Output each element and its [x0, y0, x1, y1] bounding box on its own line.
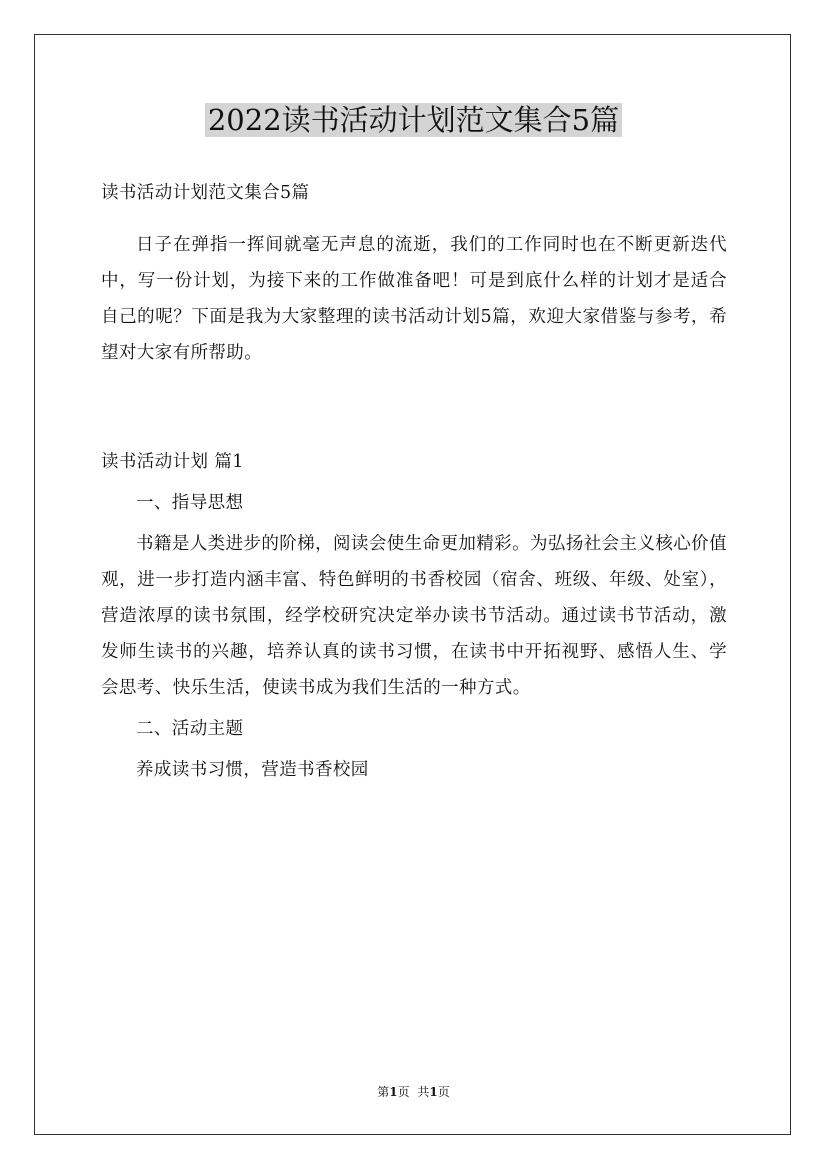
- document-body: [101, 175, 727, 788]
- page-number: 1: [389, 1085, 398, 1099]
- heading-activity-theme: 二、活动主题: [136, 719, 244, 739]
- page-footer: [0, 1083, 827, 1101]
- guiding-ideology-paragraph: 书籍是人类进步的阶梯，阅读会使生命更加精彩。为弘扬社会主义核心价值观，进一步打造内涵丰富、特色鲜明的书香校园（宿舍、班级、年级、处室），营造浓厚的读书氛围，经学校研究决定举办读书节活动。通过读书节活动，激发师生读书的兴趣，培养认真的读书习惯，在读书中开拓视野、感悟人生、学会思考、快乐生活，使读书成为我们生活的一种方式。: [101, 534, 727, 698]
- total-number: 1: [429, 1085, 438, 1099]
- total-unit: 页: [437, 1085, 450, 1099]
- activity-theme-text: 养成读书习惯，营造书香校园: [136, 760, 369, 780]
- total-label: 共: [417, 1085, 430, 1099]
- document-title-text: 2022读书活动计划范文集合5篇: [205, 103, 622, 137]
- section-heading: 读书活动计划 篇1: [101, 452, 244, 472]
- document-title: [0, 100, 827, 140]
- page-unit: 页: [397, 1085, 410, 1099]
- intro-paragraph: 日子在弹指一挥间就毫无声息的流逝，我们的工作同时也在不断更新迭代中，写一份计划，为接下来的工作做准备吧！可是到底什么样的计划才是适合自己的呢？下面是我为大家整理的读书活动计划5篇，欢迎大家借鉴与参考，希望对大家有所帮助。: [101, 235, 727, 363]
- document-subtitle: 读书活动计划范文集合5篇: [101, 183, 310, 203]
- page-label: 第: [377, 1085, 390, 1099]
- heading-guiding-ideology: 一、指导思想: [136, 493, 244, 513]
